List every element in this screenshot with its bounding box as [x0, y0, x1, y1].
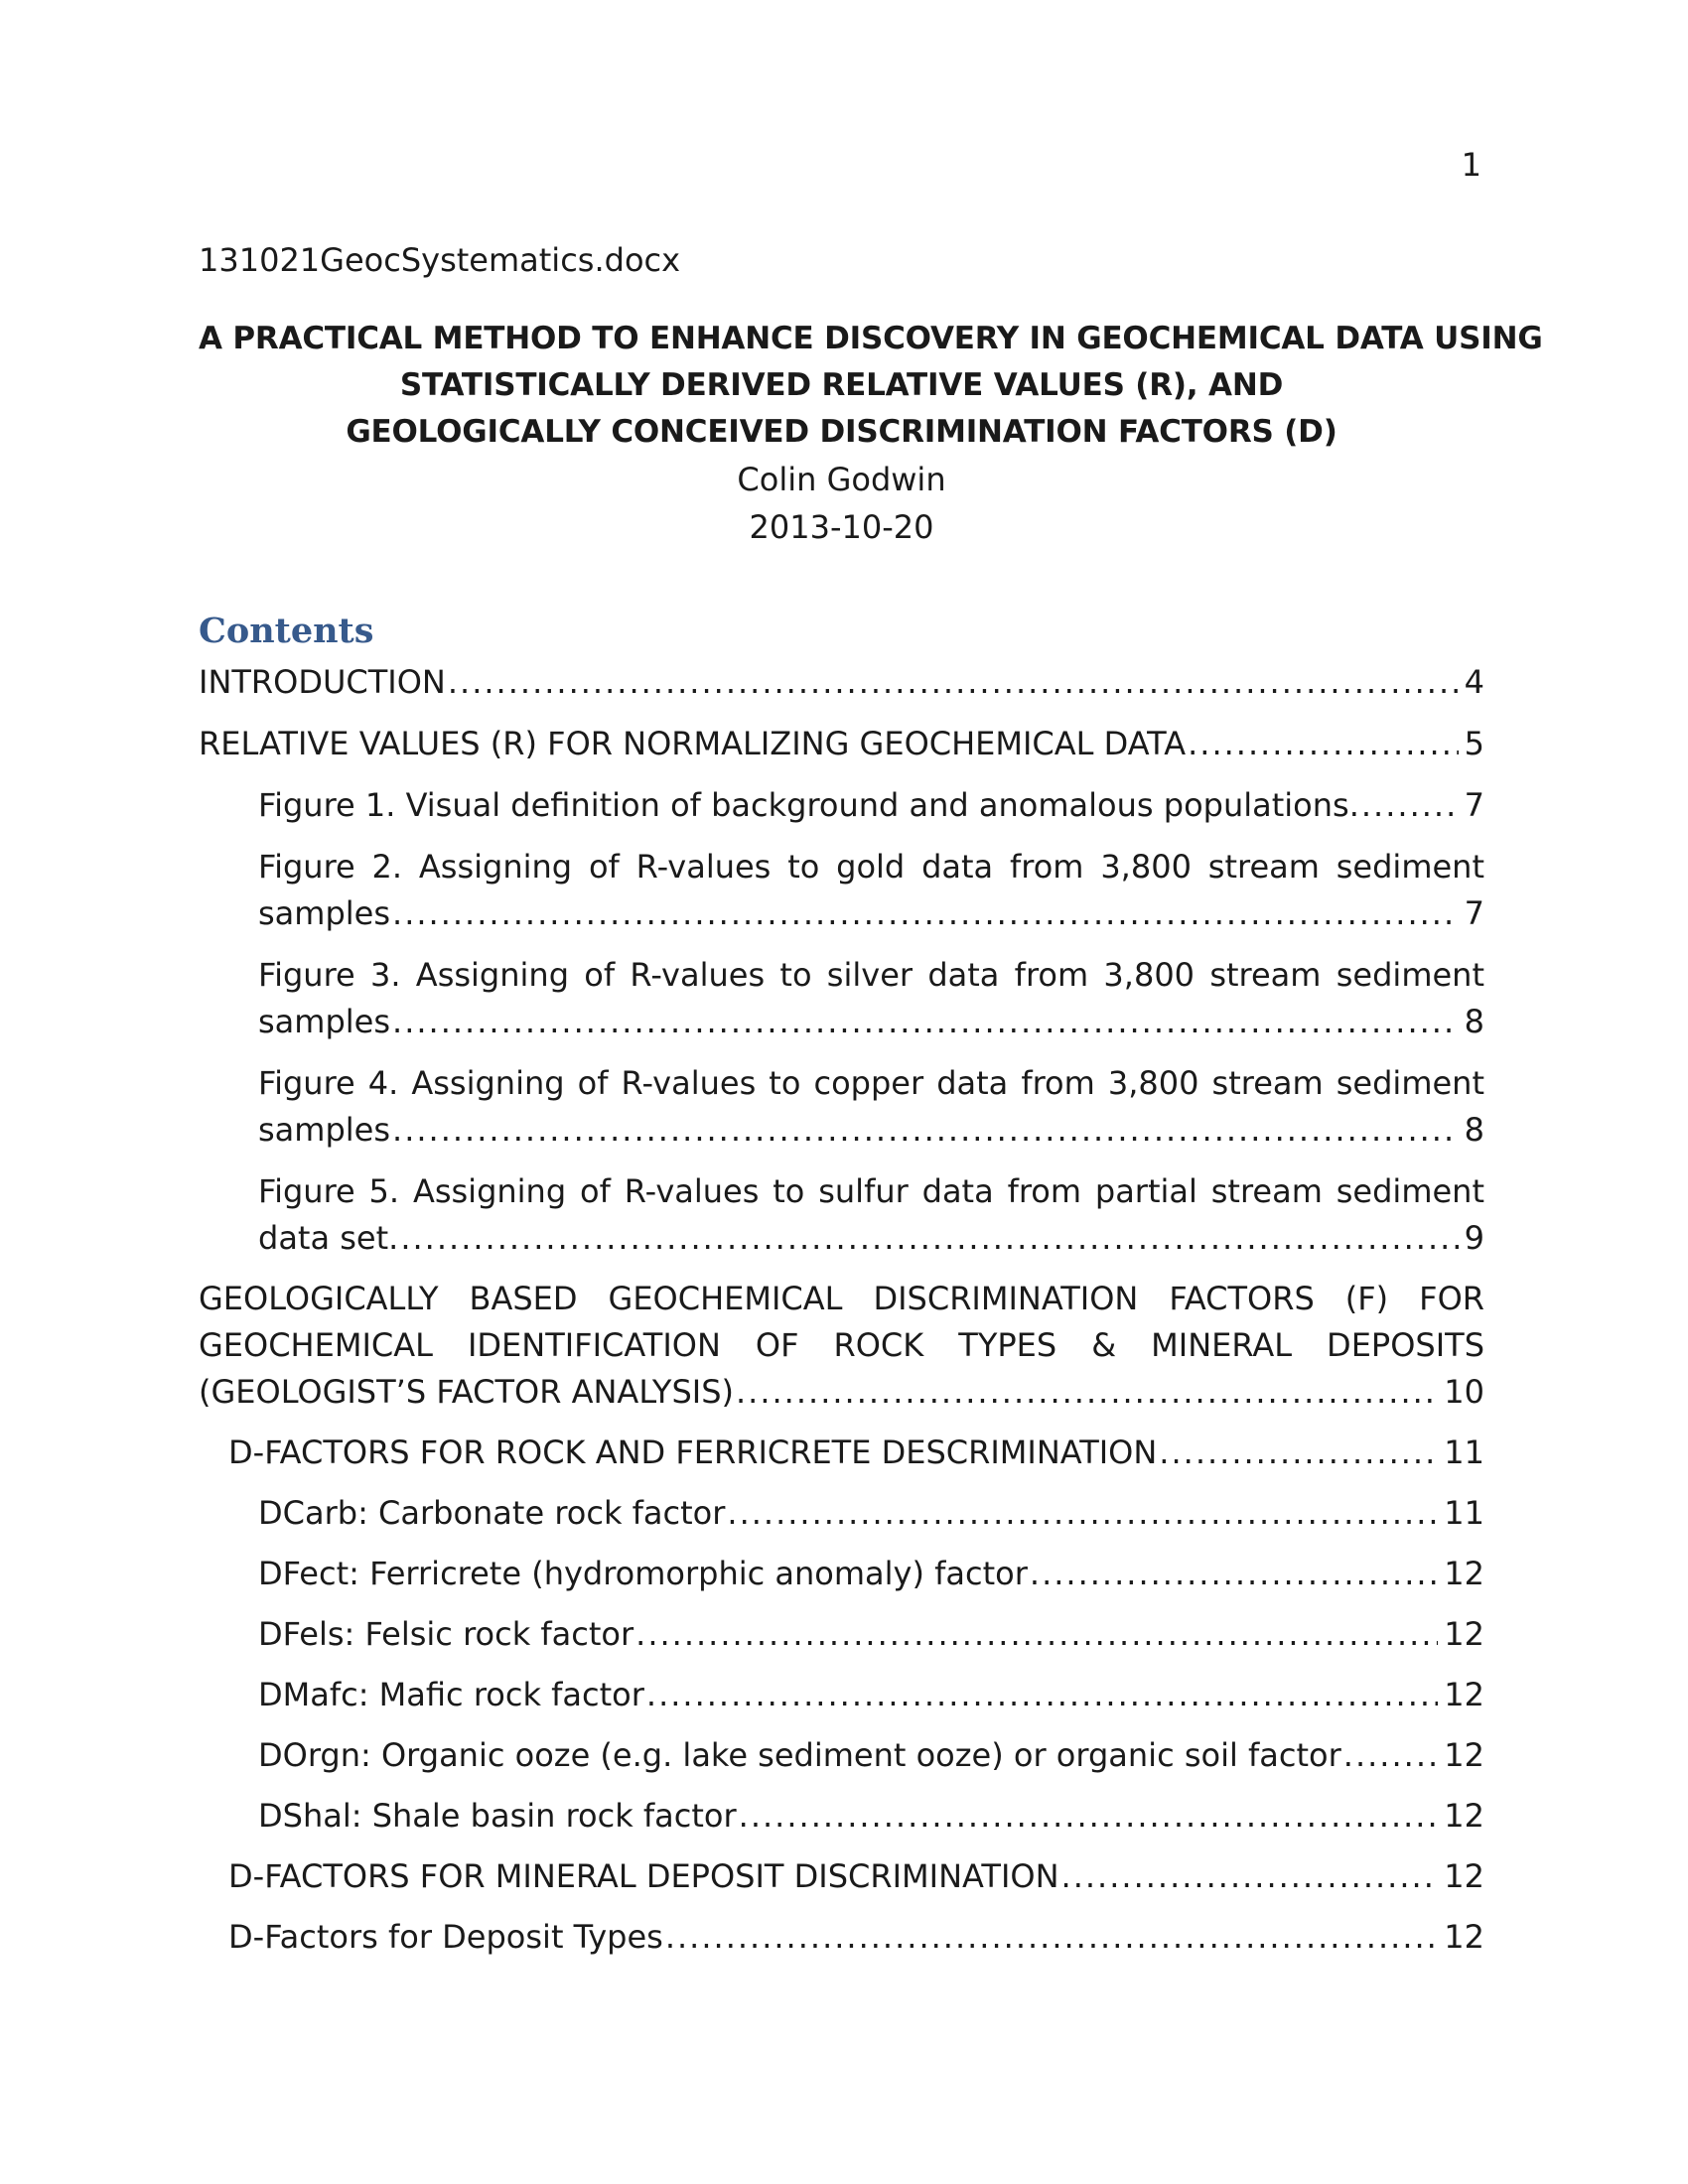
toc-entry-page: 12 — [1444, 1857, 1484, 1895]
document-title-line-3: GEOLOGICALLY CONCEIVED DISCRIMINATION FACTORS (D) — [346, 414, 1337, 450]
table-of-contents — [199, 659, 1484, 1961]
toc-dot-leader — [1159, 1430, 1438, 1476]
toc-entry-figure-4[interactable] — [199, 1060, 1484, 1154]
toc-dot-leader — [646, 1672, 1438, 1718]
toc-entry-d-factors-mineral[interactable] — [199, 1853, 1484, 1900]
toc-entry-page: 11 — [1444, 1433, 1484, 1471]
toc-entry-label: DFels: Felsic rock factor — [258, 1615, 634, 1653]
toc-dot-leader — [400, 1215, 1458, 1262]
toc-dot-leader — [727, 1490, 1438, 1537]
document-title-line-2: STATISTICALLY DERIVED RELATIVE VALUES (R), AND — [399, 367, 1284, 403]
toc-entry-label: D-Factors for Deposit Types — [228, 1918, 663, 1956]
toc-entry-page: 8 — [1464, 1111, 1484, 1149]
toc-entry-label-line-2: samples — [258, 1111, 391, 1149]
toc-entry-dfels[interactable] — [199, 1611, 1484, 1658]
toc-entry-page: 11 — [1444, 1494, 1484, 1532]
page-number: 1 — [1461, 146, 1481, 184]
toc-entry-page: 5 — [1464, 725, 1484, 762]
toc-entry-page: 7 — [1464, 894, 1484, 932]
toc-entry-figure-1[interactable] — [199, 782, 1484, 829]
toc-entry-figure-2[interactable] — [199, 844, 1484, 937]
toc-dot-leader — [1361, 782, 1459, 829]
toc-entry-label: RELATIVE VALUES (R) FOR NORMALIZING GEOCHEMICAL DATA — [199, 725, 1187, 762]
toc-dot-leader — [1061, 1853, 1439, 1900]
toc-entry-dshal[interactable] — [199, 1793, 1484, 1840]
toc-entry-page: 9 — [1464, 1219, 1484, 1257]
toc-dot-leader — [448, 659, 1459, 706]
toc-dot-leader — [1188, 721, 1459, 767]
toc-entry-label-line-1: Figure 2. Assigning of R-values to gold data from 3,800 stream sediment — [258, 848, 1484, 886]
document-date: 2013-10-20 — [749, 508, 934, 546]
toc-entry-label: Figure 1. Visual definition of background and anomalous populations. — [258, 786, 1359, 824]
toc-entry-page: 12 — [1444, 1736, 1484, 1774]
toc-entry-label: D-FACTORS FOR ROCK AND FERRICRETE DESCRIMINATION — [228, 1433, 1158, 1471]
toc-entry-page: 10 — [1444, 1373, 1484, 1411]
toc-dot-leader — [635, 1611, 1438, 1658]
toc-entry-label-line-2: data set. — [258, 1219, 399, 1257]
toc-entry-page: 7 — [1464, 786, 1484, 824]
toc-heading: Contents — [199, 611, 374, 651]
toc-entry-label-line-1: Figure 5. Assigning of R-values to sulfur data from partial stream sediment — [258, 1172, 1484, 1210]
toc-entry-figure-3[interactable] — [199, 952, 1484, 1045]
toc-entry-label: INTRODUCTION — [199, 663, 446, 701]
toc-entry-label-line-2: samples — [258, 894, 391, 932]
toc-entry-label-line-1: GEOLOGICALLY BASED GEOCHEMICAL DISCRIMINATION FACTORS (F) FOR — [199, 1280, 1484, 1317]
toc-entry-label-line-2: samples — [258, 1003, 391, 1040]
toc-dot-leader — [392, 1107, 1459, 1154]
toc-entry-label: DShal: Shale basin rock factor — [258, 1797, 737, 1835]
toc-entry-dcarb[interactable] — [199, 1490, 1484, 1537]
toc-dot-leader — [392, 999, 1459, 1045]
toc-entry-label: DCarb: Carbonate rock factor — [258, 1494, 726, 1532]
toc-entry-geologically-based[interactable] — [199, 1276, 1484, 1416]
document-author: Colin Godwin — [737, 461, 946, 498]
toc-dot-leader — [392, 890, 1459, 937]
toc-entry-relative-values[interactable] — [199, 721, 1484, 767]
toc-entry-label: DMafc: Mafic rock factor — [258, 1676, 644, 1713]
toc-entry-page: 8 — [1464, 1003, 1484, 1040]
toc-entry-label-line-1: Figure 4. Assigning of R-values to copper data from 3,800 stream sediment — [258, 1064, 1484, 1102]
toc-entry-dorgn[interactable] — [199, 1732, 1484, 1779]
toc-entry-label: DFect: Ferricrete (hydromorphic anomaly) factor — [258, 1555, 1028, 1592]
toc-dot-leader — [739, 1793, 1439, 1840]
toc-entry-page: 12 — [1444, 1797, 1484, 1835]
toc-entry-page: 12 — [1444, 1555, 1484, 1592]
toc-entry-dfect[interactable] — [199, 1551, 1484, 1597]
toc-dot-leader — [1343, 1732, 1439, 1779]
toc-entry-label-line-3: (GEOLOGIST’S FACTOR ANALYSIS) — [199, 1373, 734, 1411]
toc-entry-label-line-1: Figure 3. Assigning of R-values to silver data from 3,800 stream sediment — [258, 956, 1484, 994]
toc-entry-label-line-2: GEOCHEMICAL IDENTIFICATION OF ROCK TYPES & MINERAL DEPOSITS — [199, 1326, 1484, 1364]
toc-entry-label: DOrgn: Organic ooze (e.g. lake sediment ooze) or organic soil factor — [258, 1736, 1341, 1774]
toc-entry-page: 12 — [1444, 1918, 1484, 1956]
toc-entry-page: 4 — [1464, 663, 1484, 701]
title-block — [199, 316, 1543, 551]
document-title-line-1: A PRACTICAL METHOD TO ENHANCE DISCOVERY IN GEOCHEMICAL DATA USING — [199, 321, 1543, 356]
toc-entry-page: 12 — [1444, 1615, 1484, 1653]
toc-entry-dmafc[interactable] — [199, 1672, 1484, 1718]
toc-entry-page: 12 — [1444, 1676, 1484, 1713]
toc-entry-d-factors-deposit-types[interactable] — [199, 1914, 1484, 1961]
toc-dot-leader — [1030, 1551, 1438, 1597]
document-filename: 131021GeocSystematics.docx — [199, 241, 681, 279]
toc-entry-introduction[interactable] — [199, 659, 1484, 706]
toc-entry-figure-5[interactable] — [199, 1168, 1484, 1262]
toc-entry-d-factors-rock[interactable] — [199, 1430, 1484, 1476]
toc-dot-leader — [665, 1914, 1438, 1961]
toc-entry-label: D-FACTORS FOR MINERAL DEPOSIT DISCRIMINATION — [228, 1857, 1059, 1895]
toc-dot-leader — [736, 1369, 1438, 1416]
